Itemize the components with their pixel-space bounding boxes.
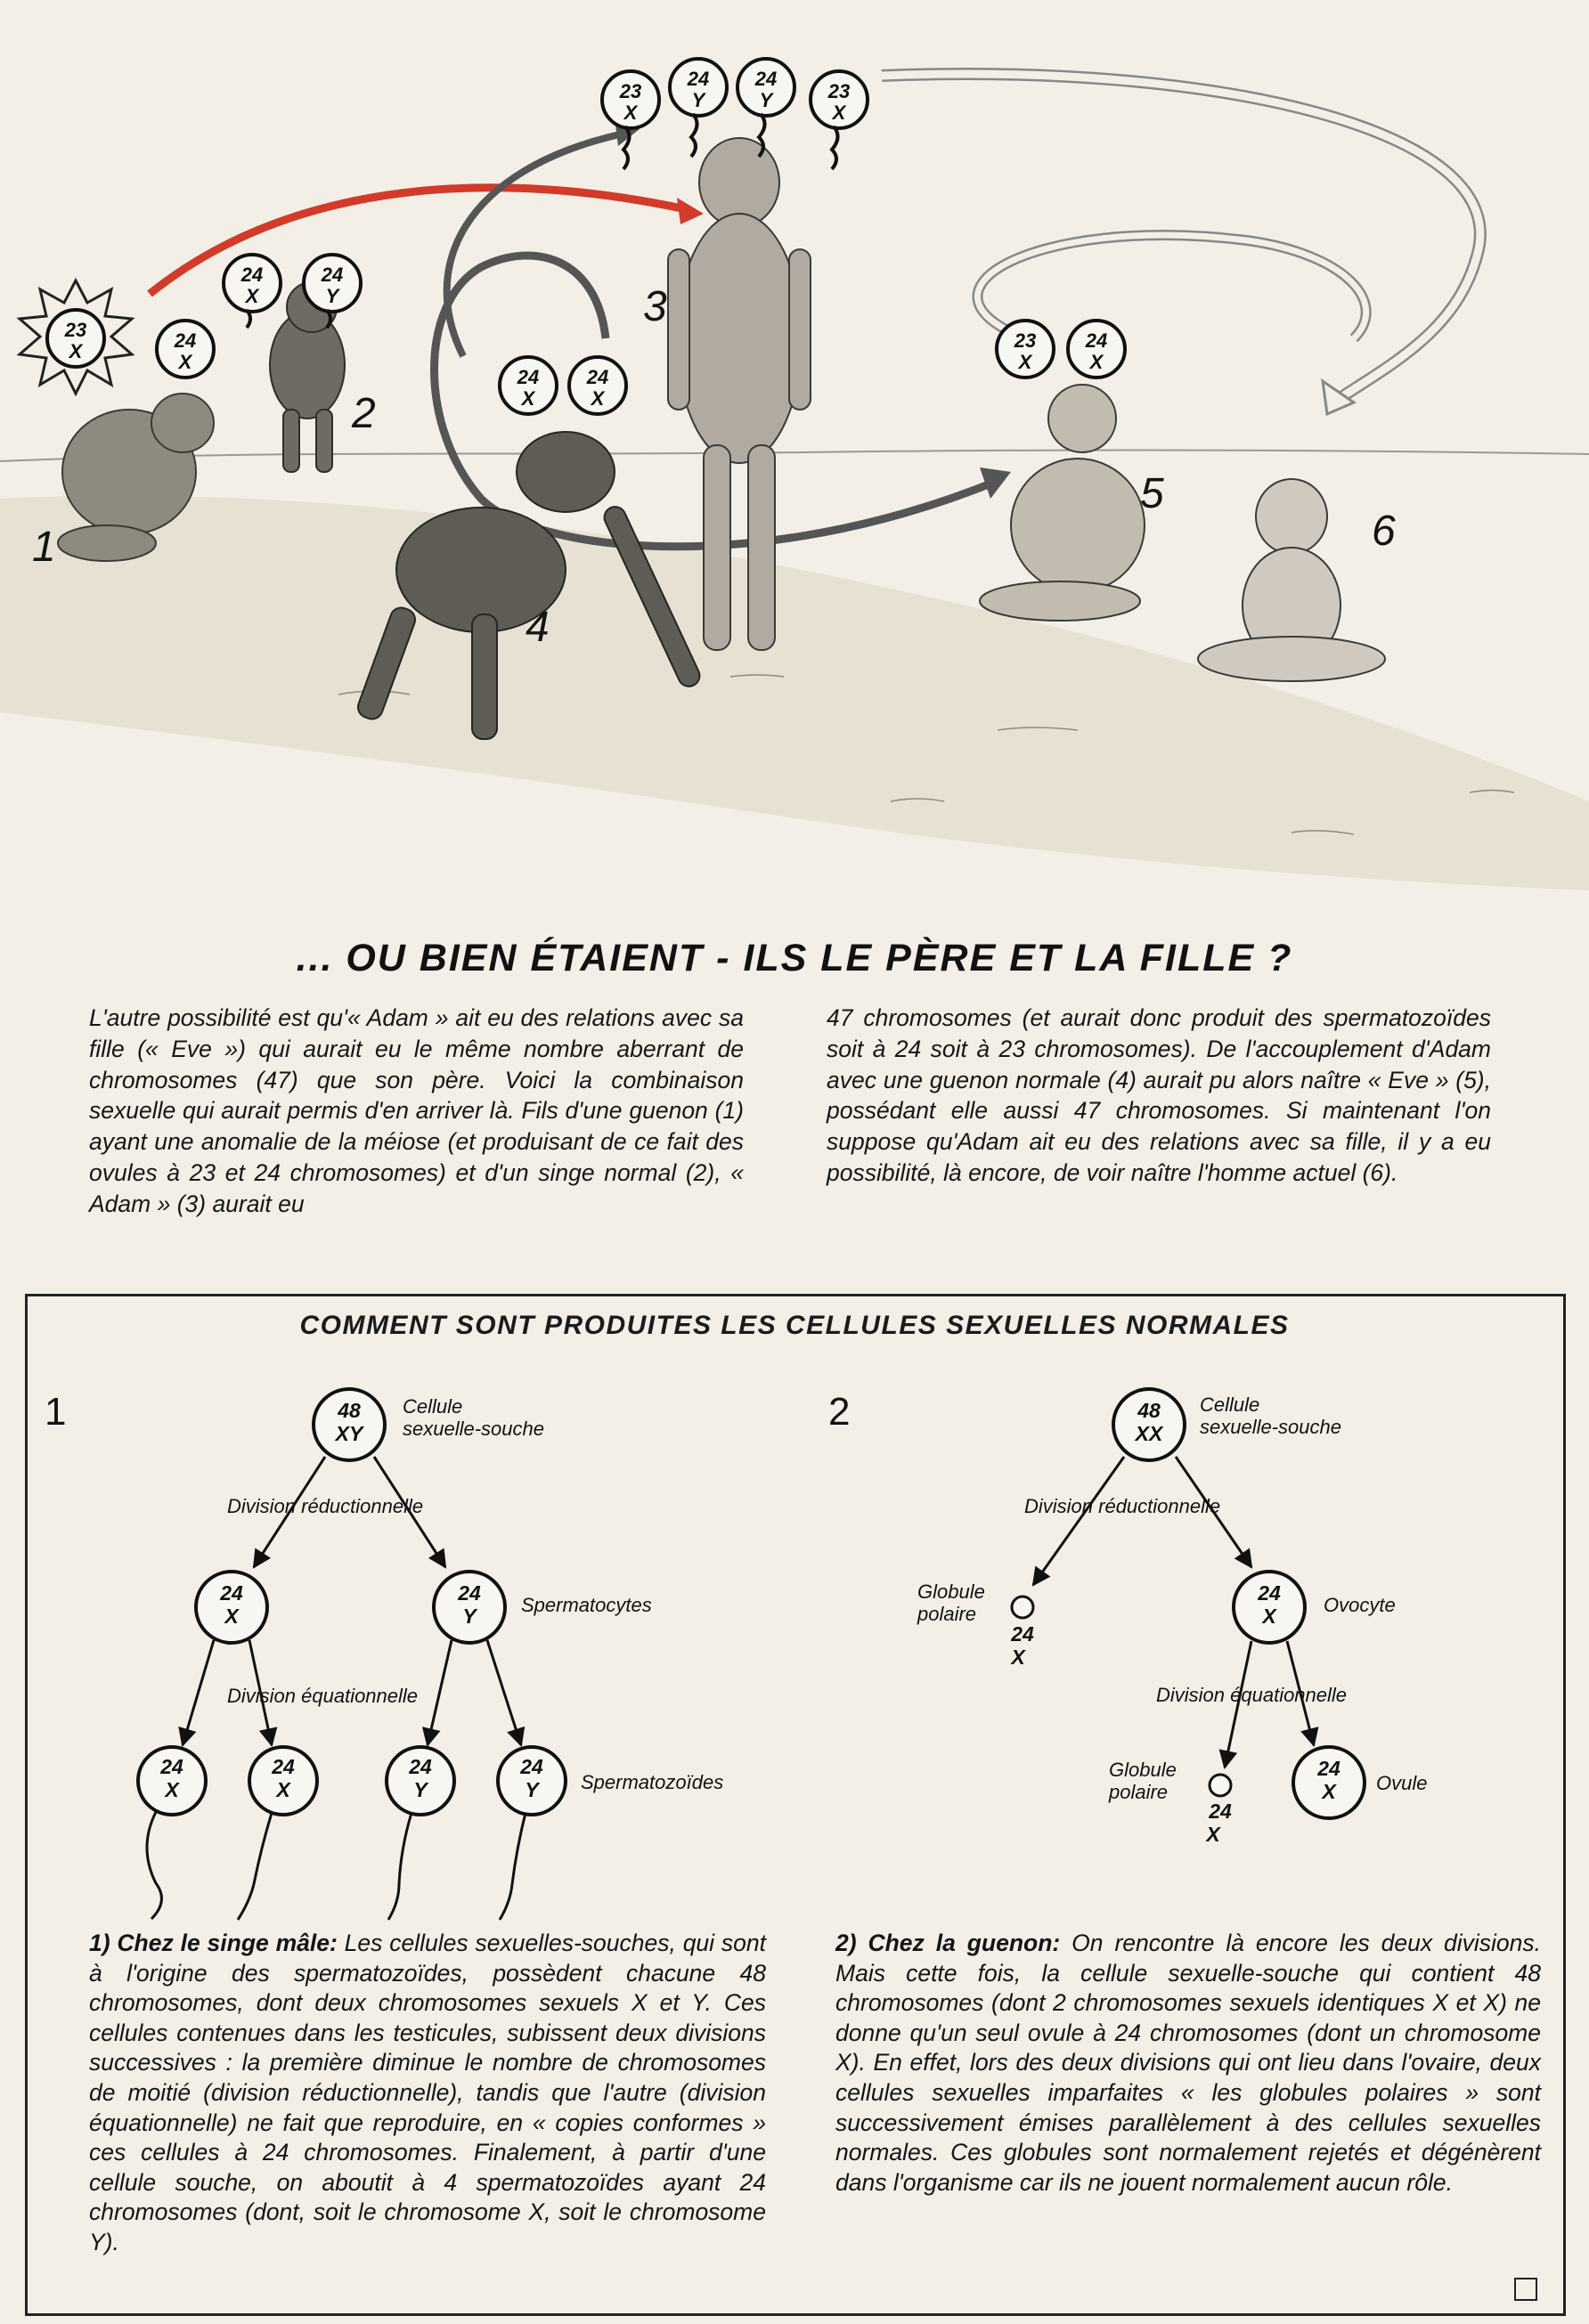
ovule-label: Ovule: [1376, 1772, 1428, 1794]
svg-text:X: X: [1206, 1823, 1220, 1846]
svg-text:X: X: [591, 387, 605, 410]
male-spermatocyte-x: [196, 1572, 267, 1643]
figure-number-4: 4: [526, 604, 550, 651]
svg-text:X: X: [276, 1778, 290, 1801]
headline: ... OU BIEN ÉTAIENT - ILS LE PÈRE ET LA FILLE ?: [296, 937, 1293, 979]
svg-text:24: 24: [240, 264, 264, 286]
svg-text:24: 24: [520, 1755, 543, 1778]
svg-text:Y: Y: [462, 1605, 477, 1628]
caption-male-title: 1) Chez le singe mâle:: [89, 1930, 338, 1956]
male-spermatozoid-4: [498, 1747, 566, 1920]
female-oocyte: [1234, 1572, 1305, 1643]
svg-text:X: X: [623, 102, 638, 124]
svg-text:X: X: [1018, 351, 1032, 373]
svg-text:X: X: [1262, 1605, 1276, 1628]
male-spermatozoid-1: [138, 1747, 206, 1919]
female-division-1-label: Division réductionnelle: [1024, 1495, 1221, 1517]
svg-text:24: 24: [1011, 1622, 1034, 1645]
svg-text:48: 48: [338, 1399, 361, 1422]
male-root-label-1: Cellule: [403, 1395, 463, 1418]
svg-text:24: 24: [1085, 329, 1108, 352]
female-root-cell: [1113, 1389, 1185, 1460]
svg-text:X: X: [1011, 1645, 1025, 1669]
figure-number-6: 6: [1372, 508, 1396, 555]
svg-text:24: 24: [754, 68, 778, 90]
svg-text:23: 23: [827, 80, 851, 102]
caption-male: [89, 1929, 766, 2258]
svg-text:23: 23: [1014, 329, 1037, 352]
female-division-2-label: Division équationnelle: [1156, 1684, 1348, 1706]
oocyte-label: Ovocyte: [1324, 1594, 1396, 1616]
svg-text:24: 24: [272, 1755, 295, 1778]
caption-female: [835, 1929, 1541, 2198]
end-of-article-mark: [1514, 2278, 1537, 2301]
svg-text:XX: XX: [1135, 1422, 1163, 1445]
female-polar-globule-1: [1009, 1597, 1034, 1669]
svg-text:X: X: [521, 387, 535, 410]
svg-text:X: X: [165, 1778, 179, 1801]
svg-text:24: 24: [1317, 1757, 1340, 1780]
male-spermatozoid-3: [387, 1747, 454, 1920]
male-diagram-number: 1: [45, 1390, 67, 1434]
male-division-2-label: Division équationnelle: [227, 1685, 419, 1707]
svg-text:Y: Y: [525, 1778, 539, 1801]
svg-text:X: X: [224, 1605, 239, 1628]
female-polar2-label-2: polaire: [1109, 1781, 1169, 1803]
svg-text:X: X: [178, 351, 192, 373]
svg-text:24: 24: [160, 1755, 183, 1778]
svg-text:X: X: [1322, 1780, 1336, 1803]
svg-text:24: 24: [687, 68, 710, 90]
svg-text:X: X: [1089, 351, 1104, 373]
female-root-label-1: Cellule: [1200, 1394, 1260, 1416]
box-title: COMMENT SONT PRODUITES LES CELLULES SEXUELLES NORMALES: [299, 1311, 1290, 1340]
svg-text:Y: Y: [325, 285, 339, 307]
svg-text:24: 24: [321, 264, 344, 286]
svg-text:24: 24: [1209, 1800, 1232, 1823]
svg-text:23: 23: [619, 80, 642, 102]
intro-left-column: L'autre possibilité est qu'« Adam » ait eu des relations avec sa fille (« Eve ») qui aurait eu le même nombre aberrant de chromosomes (47) que son père. Voici la combinaison sexuelle qui aurait permis d'en arriver là. Fils d'une guenon (1) ayant une anomalie de la méiose (et produisant de ce fait des ovules à 23 et 24 chromosomes) et d'un singe normal (2), « Adam » (3) aurait eu: [89, 1004, 744, 1217]
female-diagram-number: 2: [828, 1390, 851, 1434]
svg-text:24: 24: [458, 1581, 481, 1605]
svg-text:24: 24: [174, 329, 197, 352]
male-spermatocyte-y: [434, 1572, 505, 1643]
svg-text:X: X: [69, 340, 83, 362]
spermatocytes-label: Spermatocytes: [521, 1594, 652, 1616]
female-polar-globule-2: [1204, 1775, 1232, 1846]
svg-text:X: X: [832, 102, 846, 124]
female-ovule: [1293, 1747, 1365, 1818]
svg-text:24: 24: [220, 1581, 243, 1605]
male-root-cell: [314, 1389, 385, 1460]
male-root-label-2: sexuelle-souche: [403, 1418, 544, 1440]
female-polar2-label-1: Globule: [1109, 1759, 1177, 1781]
male-spermatozoid-2: [238, 1747, 317, 1920]
female-polar1-label-2: polaire: [917, 1603, 977, 1625]
svg-text:23: 23: [64, 319, 87, 341]
caption-female-title: 2) Chez la guenon:: [835, 1930, 1061, 1956]
female-polar1-label-1: Globule: [917, 1580, 985, 1603]
svg-text:X: X: [245, 285, 259, 307]
svg-text:48: 48: [1137, 1399, 1161, 1422]
female-root-label-2: sexuelle-souche: [1200, 1416, 1341, 1438]
svg-text:24: 24: [586, 366, 609, 388]
svg-text:XY: XY: [335, 1422, 363, 1445]
spermatozoids-label: Spermatozoïdes: [581, 1771, 724, 1793]
male-division-1-label: Division réductionnelle: [227, 1495, 424, 1517]
caption-male-text: Les cellules sexuelles-souches, qui sont à l'origine des spermatozoïdes, possèdent chacune 48 chromosomes, dont deux chromosomes sexuels X et Y. Ces cellules contenues dans les testicules, subissent deux divisions successives : la première diminue le nombre de chromosomes de moitié (division réductionnelle), tandis que l'autre (division équationnelle) ne fait que reproduire, en « copies conformes » ces cellules à 24 chromosomes. Finalement, à partir d'une cellule souche, on aboutit à 4 spermatozoïdes ayant 24 chromosomes (dont, soit le chromosome X, soit le chromosome Y).: [89, 1930, 767, 2255]
intro-right-column: 47 chromosomes (et aurait donc produit des spermatozoïdes soit à 24 soit à 23 chromosomes). De l'accouplement d'Adam avec une guenon normale (4) aurait pu alors naître « Eve » (5), possédant elle aussi 47 chromosomes. Si maintenant l'on suppose qu'Adam ait eu des relations avec sa fille, il y a eu possibilité, là encore, de voir naître l'homme actuel (6).: [827, 1004, 1491, 1186]
svg-text:24: 24: [517, 366, 540, 388]
figure-number-2: 2: [352, 390, 376, 437]
caption-female-text: On rencontre là encore les deux divisions. Mais cette fois, la cellule sexuelle-souche qui contient 48 chromosomes (dont 2 chromosomes sexuels identiques X et X) ne donne qu'un seul ovule à 24 chromosomes (dont un chromosome X). En effet, lors des deux divisions qui ont lieu dans l'ovaire, deux cellules sexuelles imparfaites « les globules polaires » sont successivement émises parallèlement à des cellules sexuelles normales. Ces globules sont normalement rejetés et dégénèrent dans l'organisme car ils ne jouent normalement aucun rôle.: [835, 1930, 1541, 2196]
figure-number-5: 5: [1140, 470, 1164, 517]
svg-text:Y: Y: [759, 89, 773, 111]
svg-text:24: 24: [1258, 1581, 1281, 1605]
figure-number-1: 1: [32, 524, 56, 571]
svg-text:24: 24: [409, 1755, 432, 1778]
svg-text:Y: Y: [413, 1778, 428, 1801]
figure-number-3: 3: [643, 283, 667, 330]
svg-text:Y: Y: [691, 89, 705, 111]
